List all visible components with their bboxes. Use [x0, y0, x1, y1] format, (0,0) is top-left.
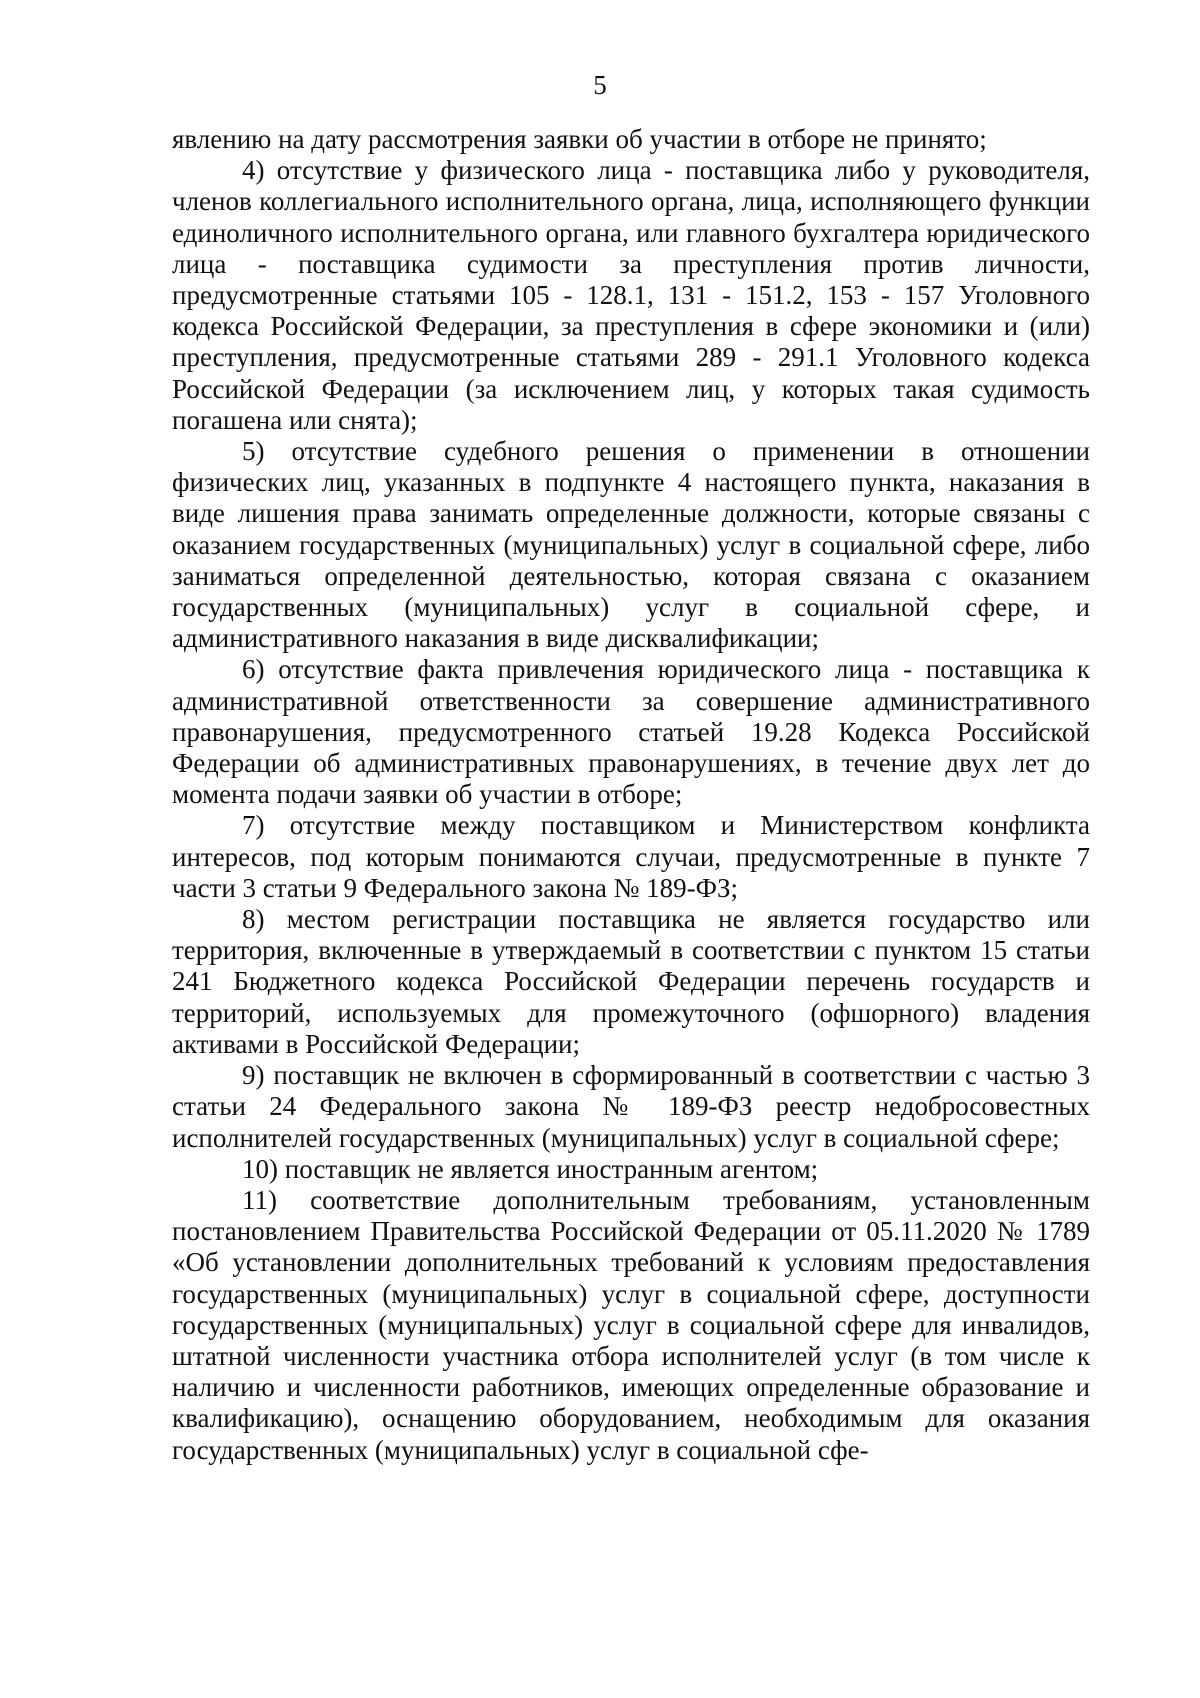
- paragraph-item-7: 7) отсутствие между поставщиком и Министерством конфликта интересов, под которым понимаются случаи, предусмотренные в пункте 7 части 3 статьи 9 Федерального закона № 189-ФЗ;: [172, 810, 1090, 903]
- document-body: [172, 124, 1090, 1466]
- paragraph-item-5: 5) отсутствие судебного решения о применении в отношении физических лиц, указанных в подпункте 4 настоящего пункта, наказания в виде лишения права занимать определенные должности, которые связаны с оказанием государственных (муниципальных) услуг в социальной сфере, либо заниматься определенной деятельностью, которая связана с оказанием государственных (муниципальных) услуг в социальной сфере, и административного наказания в виде дисквалификации;: [172, 436, 1090, 654]
- paragraph-item-11: 11) соответствие дополнительным требованиям, установленным постановлением Правительства Российской Федерации от 05.11.2020 № 1789 «Об установлении дополнительных требований к условиям предоставления государственных (муниципальных) услуг в социальной сфере, доступности государственных (муниципальных) услуг в социальной сфере для инвалидов, штатной численности участника отбора исполнителей услуг (в том числе к наличию и численности работников, имеющих определенные образование и квалификацию), оснащению оборудованием, необходимым для оказания государственных (муниципальных) услуг в социальной сфе-: [172, 1184, 1090, 1465]
- paragraph-item-9: 9) поставщик не включен в сформированный в соответствии с частью 3 статьи 24 Федерального закона № 189-ФЗ реестр недобросовестных исполнителей государственных (муниципальных) услуг в социальной сфере;: [172, 1060, 1090, 1153]
- paragraph-item-4: 4) отсутствие у физического лица - поставщика либо у руководителя, членов коллегиального исполнительного органа, лица, исполняющего функции единоличного исполнительного органа, или главного бухгалтера юридического лица - поставщика судимости за преступления против личности, предусмотренные статьями 105 - 128.1, 131 - 151.2, 153 - 157 Уголовного кодекса Российской Федерации, за преступления в сфере экономики и (или) преступления, предусмотренные статьями 289 - 291.1 Уголовного кодекса Российской Федерации (за исключением лиц, у которых такая судимость погашена или снята);: [172, 155, 1090, 435]
- paragraph-continuation: явлению на дату рассмотрения заявки об участии в отборе не принято;: [172, 124, 987, 154]
- paragraph-item-8: 8) местом регистрации поставщика не является государство или территория, включенные в утверждаемый в соответствии с пунктом 15 статьи 241 Бюджетного кодекса Российской Федерации перечень государств и территорий, используемых для промежуточного (офшорного) владения активами в Российской Федерации;: [172, 904, 1090, 1059]
- page-number: 5: [593, 70, 607, 100]
- paragraph-item-10: 10) поставщик не является иностранным агентом;: [242, 1153, 819, 1184]
- paragraph-item-6: 6) отсутствие факта привлечения юридического лица - поставщика к административной ответственности за совершение административного правонарушения, предусмотренного статьей 19.28 Кодекса Российской Федерации об административных правонарушениях, в течение двух лет до момента подачи заявки об участии в отборе;: [172, 654, 1090, 810]
